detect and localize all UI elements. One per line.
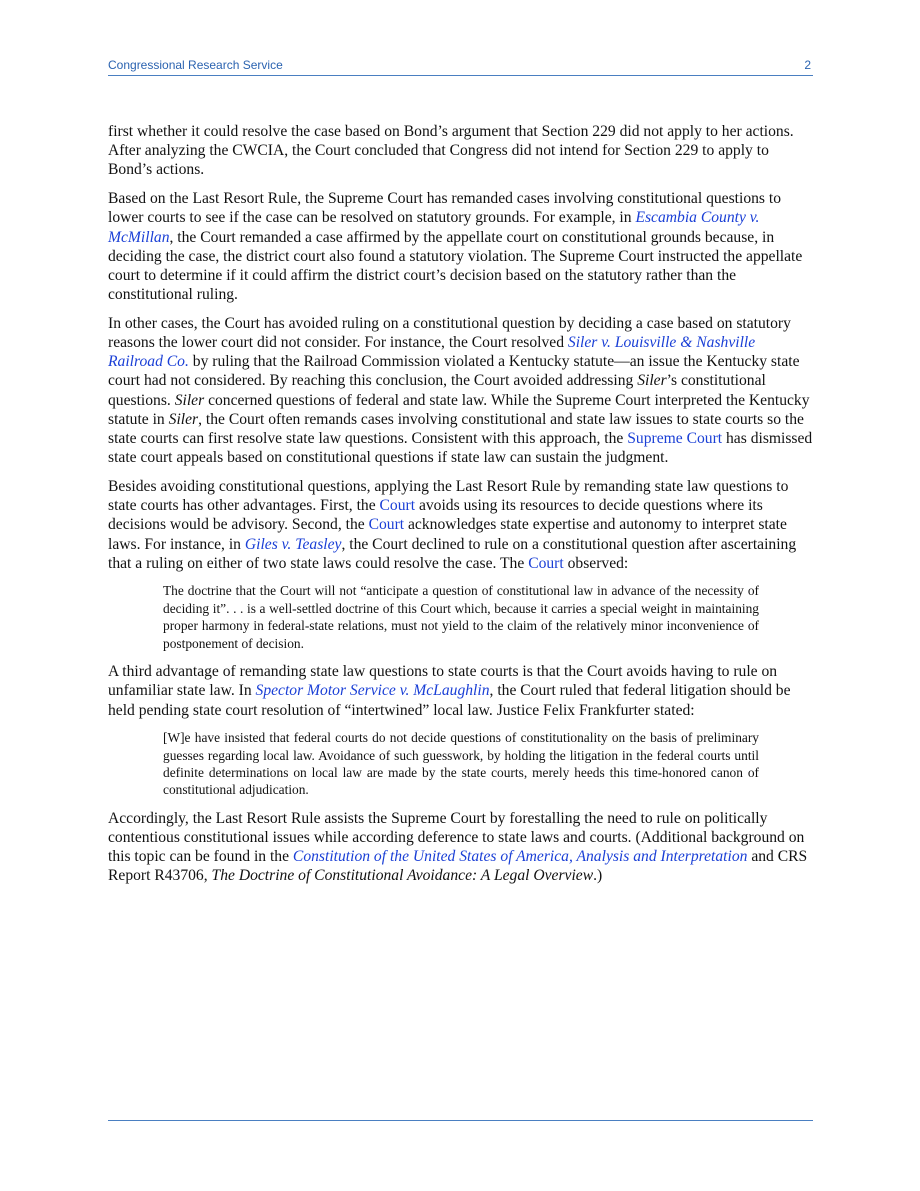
paragraph-1 [108, 122, 813, 180]
paragraph-text: In other cases, the Court has avoided ruling on a constitutional question by deciding a case based on statutory reasons the lower court did not consider. For instance, the Court resolved [108, 314, 791, 352]
paragraph-text: avoids using its resources to decide questions where its decisions would be advisory. Second, the [108, 497, 763, 534]
paragraph-5 [108, 662, 813, 720]
paragraph-4 [108, 477, 813, 573]
paragraph-2 [108, 189, 813, 304]
paragraph-text: .) [593, 867, 603, 885]
block-quote-2 [163, 729, 759, 799]
paragraph-text: Accordingly, the Last Resort Rule assists the Supreme Court by forestalling the need to rule on politically contentious constitutional issues while according deference to state laws and courts. (Additional background on this topic can be found in the [108, 809, 805, 866]
footer-divider [108, 1120, 813, 1121]
header-page-number: 2 [804, 58, 811, 72]
header-org-name: Congressional Research Service [108, 58, 283, 72]
link-constitution-analysis[interactable]: Constitution of the United States of America, Analysis and Interpretation [292, 848, 748, 866]
link-escambia-county[interactable]: Escambia County v. McMillan [108, 209, 760, 246]
block-quote-1 [163, 582, 759, 652]
link-court-2[interactable]: Court [368, 516, 405, 534]
paragraph-text: observed: [563, 554, 629, 572]
link-siler-case[interactable]: Siler v. Louisville & Nashville Railroad Co. [108, 334, 756, 371]
page-header [108, 57, 813, 76]
paragraph-text: , the Court often remands cases involving constitutional and state law issues to state courts so the state courts can first resolve state law questions. Consistent with this approach, the [108, 410, 804, 448]
link-supreme-court[interactable]: Supreme Court [627, 430, 723, 448]
link-spector-motor-service[interactable]: Spector Motor Service v. McLaughlin [255, 682, 490, 700]
link-giles-v-teasley[interactable]: Giles v. Teasley [244, 535, 342, 553]
paragraph-text: Based on the Last Resort Rule, the Supreme Court has remanded cases involving constitutional questions to lower courts to see if the case can be resolved on statutory grounds. For example, in [108, 190, 782, 227]
case-name-italic: Siler [168, 410, 199, 428]
paragraph-text: Besides avoiding constitutional questions, applying the Last Resort Rule by remanding state law questions to state courts has other advantages. First, the [108, 477, 789, 515]
quote-text: The doctrine that the Court will not “anticipate a question of constitutional law in advance of the necessity of deciding it”. . . is a well-settled doctrine of this Court which, because it carries a special weight in maintaining proper harmony in federal-state relations, must not yield to the claim of the relatively minor inconvenience of postponement of decision. [163, 583, 759, 651]
link-court-3[interactable]: Court [528, 554, 564, 572]
paragraph-text: , the Court ruled that federal litigation should be held pending state court resolution of “intertwined” local law. Justice Felix Frankfurter stated: [108, 682, 791, 719]
paragraph-text: , the Court declined to rule on a constitutional question after ascertaining that a ruling on either of two state laws could resolve the case. The [108, 535, 797, 572]
paragraph-3 [108, 314, 813, 468]
case-name-italic: Siler [637, 372, 667, 390]
paragraph-6 [108, 809, 813, 886]
report-title-italic: The Doctrine of Constitutional Avoidance: A Legal Overview [211, 867, 594, 885]
paragraph-text: has dismissed state court appeals based on constitutional questions if state law can sustain the judgment. [108, 430, 813, 467]
paragraph-text: and CRS Report R43706, [108, 848, 808, 885]
paragraph-text: first whether it could resolve the case based on Bond’s argument that Section 229 did not apply to her actions. After analyzing the CWCIA, the Court concluded that Congress did not intend for Section 229 to apply to Bond’s actions. [108, 123, 794, 179]
link-court-1[interactable]: Court [379, 497, 416, 515]
paragraph-text: concerned questions of federal and state law. While the Supreme Court interpreted the Kentucky statute in [108, 391, 810, 428]
case-name-italic: Siler [174, 391, 205, 409]
paragraph-text: acknowledges state expertise and autonomy to interpret state laws. For instance, in [108, 516, 787, 553]
quote-text: [W]e have insisted that federal courts do not decide questions of constitutionality on the basis of preliminary guesses regarding local law. Avoidance of such guesswork, by holding the litigation in the federal courts until definite determinations on local law are made by the state courts, merely heeds this time-honored canon of constitutional adjudication. [163, 730, 759, 798]
paragraph-text: ’s constitutional questions. [108, 372, 766, 409]
paragraph-text: by ruling that the Railroad Commission violated a Kentucky statute—an issue the Kentucky state court had not considered. By reaching this conclusion, the Court avoided addressing [108, 353, 800, 390]
paragraph-text: A third advantage of remanding state law questions to state courts is that the Court avoids having to rule on unfamiliar state law. In [108, 663, 778, 700]
document-body [108, 122, 813, 895]
paragraph-text: , the Court remanded a case affirmed by the appellate court on constitutional grounds because, in deciding the case, the district court also found a statutory violation. The Supreme Court instructed the appellate court to determine if it could affirm the district court’s decision based on the statutory rather than the constitutional ruling. [108, 228, 803, 304]
